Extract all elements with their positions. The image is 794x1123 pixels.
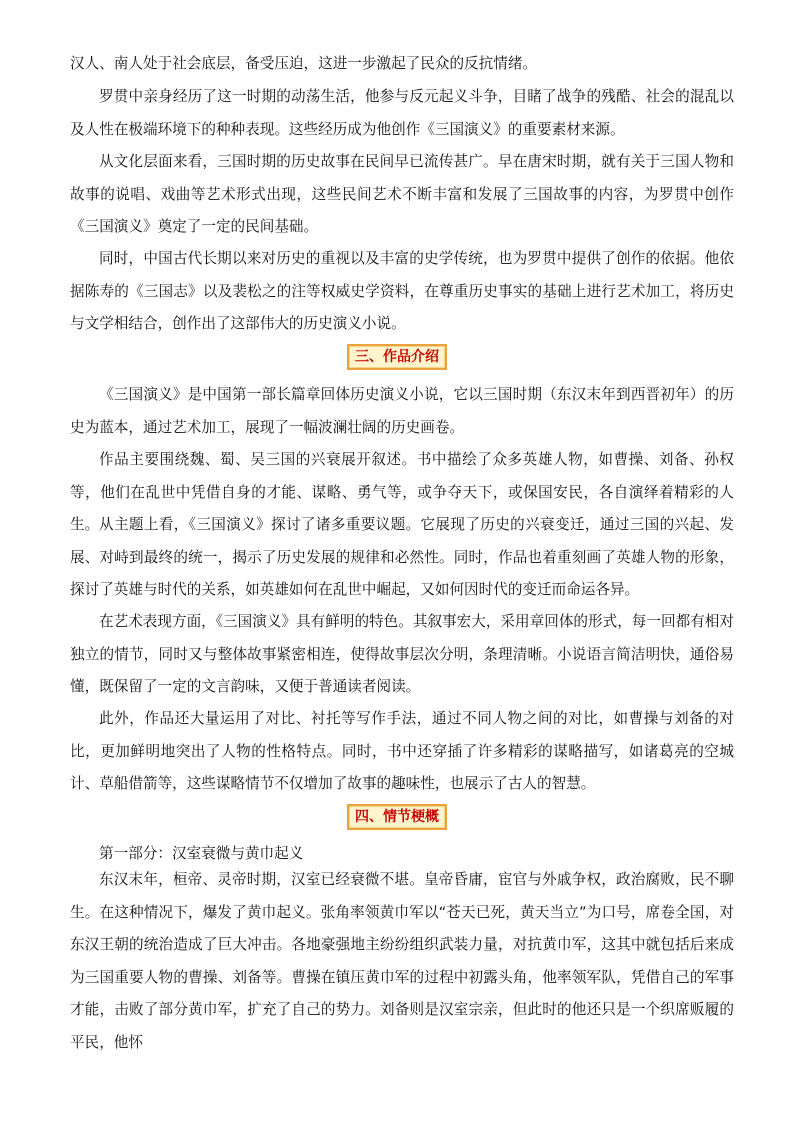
section-heading: 三、作品介绍 <box>347 344 447 370</box>
paragraph: 从主题上看，《三国演义》探讨了诸多重要议题。它展现了历史的兴衰变迁，通过三国的兴起、发展、对峙到最终的统一，揭示了历史发展的规律和必然性。同时，作品也着重刻画了英雄人物的形象，探讨了英雄与时代的关系，如英雄如何在乱世中崛起，又如何因时代的变迁而命运各异。 <box>70 516 734 599</box>
section-heading-container <box>0 344 794 370</box>
paragraph: 同时，中国古代长期以来对历史的重视以及丰富的史学传统，也为罗贯中提供了创作的依据。他依据陈寿的《三国志》以及裴松之的注等权威史学资料，在尊重历史事实的基础上进行艺术加工，将历史与文学相结合，创作出了这部伟大的历史演义小说。 <box>70 250 734 333</box>
paragraph: 《三国演义》是中国第一部长篇章回体历史演义小说，它以三国时期（东汉末年到西晋初年）的历史为蓝本，通过艺术加工，展现了一幅波澜壮阔的历史画卷。 <box>70 386 734 436</box>
paragraph: 作品主要围绕魏、蜀、吴三国的兴衰展开叙述。书中描绘了众多英雄人物，如曹操、刘备、孙权等，他们在乱世中凭借自身的才能、谋略、勇气等，或争夺天下，或保国安民，各自演绎着精彩的人生。 <box>70 451 734 534</box>
paragraph: 在艺术表现方面，《三国演义》具有鲜明的特色。其叙事宏大，采用章回体的形式，每一回都有相对独立的情节，同时又与整体故事紧密相连，使得故事层次分明，条理清晰。小说语言简洁明快，通俗易懂，既保留了一定的文言韵味，又便于普通读者阅读。 <box>70 613 734 696</box>
paragraph: 罗贯中亲身经历了这一时期的动荡生活，他参与反元起义斗争，目睹了战争的残酷、社会的混乱以及人性在极端环境下的种种表现。这些经历成为他创作《三国演义》的重要素材来源。 <box>70 88 734 138</box>
section-heading-container <box>0 804 794 830</box>
subheading: 第一部分：汉室衰微与黄巾起义 <box>99 845 304 862</box>
paragraph: 从文化层面来看，三国时期的历史故事在民间早已流传甚广。早在唐宋时期，就有关于三国人物和故事的说唱、戏曲等艺术形式出现，这些民间艺术不断丰富和发展了三国故事的内容，为罗贯中创作《三国演义》奠定了一定的民间基础。 <box>70 153 734 236</box>
paragraph: 东汉末年，桓帝、灵帝时期，汉室已经衰微不堪。皇帝昏庸，宦官与外戚争权，政治腐败，民不聊生。在这种情况下，爆发了黄巾起义。张角率领黄巾军以“苍天已死，黄天当立”为口号，席卷全国，对东汉王朝的统治造成了巨大冲击。各地豪强地主纷纷组织武装力量，对抗黄巾军，这其中就包括后来成为三国重要人物的曹操、刘备等。曹操在镇压黄巾军的过程中初露头角，他率领军队，凭借自己的军事才能，击败了部分黄巾军，扩充了自己的势力。刘备则是汉室宗亲，但此时的他还只是一个织席贩履的平民，他怀 <box>70 871 734 1051</box>
section-heading: 四、情节梗概 <box>347 804 447 830</box>
paragraph: 此外，作品还大量运用了对比、衬托等写作手法，通过不同人物之间的对比，如曹操与刘备的对比，更加鲜明地突出了人物的性格特点。同时，书中还穿插了许多精彩的谋略描写，如诸葛亮的空城计、草船借箭等，这些谋略情节不仅增加了故事的趣味性，也展示了古人的智慧。 <box>70 710 734 793</box>
paragraph: 汉人、南人处于社会底层，备受压迫，这进一步激起了民众的反抗情绪。 <box>70 55 538 72</box>
